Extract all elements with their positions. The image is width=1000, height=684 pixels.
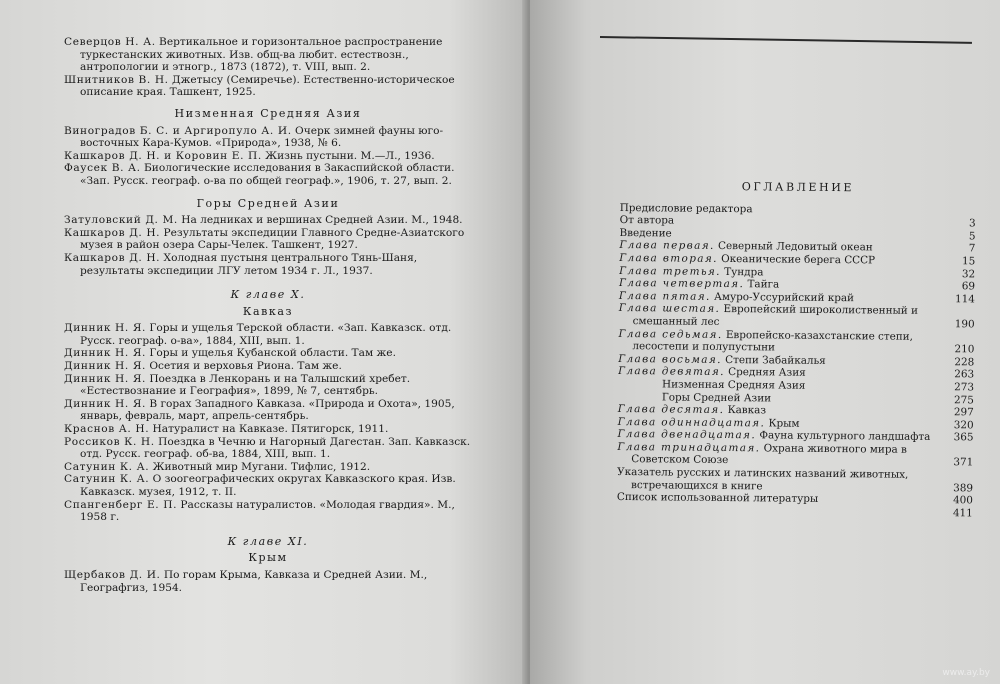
toc-entry-text: Средняя Азия <box>724 366 806 380</box>
entry-text: Рассказы натуралистов. «Молодая гвардия». М., 1958 г. <box>80 498 455 524</box>
bibliography-entry <box>64 436 472 461</box>
bibliography-entry <box>64 473 472 498</box>
toc-title: ОГЛАВЛЕНИЕ <box>741 180 855 195</box>
toc-row <box>617 441 973 470</box>
toc-entry-text: От автора <box>619 214 675 227</box>
toc-page-number: 365 <box>953 431 974 444</box>
toc-page-number: 273 <box>954 381 975 394</box>
bibliography-entry <box>64 569 472 594</box>
bibliography-entry <box>64 423 472 436</box>
entry-text: На ледниках и вершинах Средней Азии. М., 1948. <box>177 214 463 227</box>
toc-entry-text: Европейско-казахстанские степи, лесостепи и полупустыни <box>632 328 914 354</box>
toc-entry-text: Амуро-Уссурийский край <box>710 290 855 305</box>
entry-author: Динник Н. Я. <box>64 360 146 373</box>
toc-chapter-label: Глава девятая. <box>618 365 725 379</box>
bibliography-entry <box>64 162 472 187</box>
toc-entry-text: Список использованной литературы <box>616 491 819 506</box>
toc-page-number: 15 <box>961 255 976 268</box>
entry-text: Жизнь пустыни. М.—Л., 1936. <box>261 149 435 162</box>
bibliography-entry <box>64 322 472 347</box>
entry-author: Кашкаров Д. Н. и Коровин Е. П. <box>64 149 262 162</box>
entry-author: Динник Н. Я. <box>64 322 146 335</box>
toc-row <box>618 328 974 357</box>
section-heading: Низменная Средняя Азия <box>174 106 362 120</box>
toc-list <box>617 202 976 520</box>
toc-entry-text: Тундра <box>720 265 764 278</box>
section-heading: Кавказ <box>242 304 294 318</box>
bibliography-entry <box>64 252 472 277</box>
toc-entry-text: Тайга <box>744 278 780 291</box>
toc-page-number: 371 <box>953 456 974 469</box>
entry-text: Вертикальное и горизонтальное распространение туркестанских животных. Изв. общ-ва любит. естествозн., антропологии и этногр., 1873 (1872), т. VIII, вып. 2. <box>80 36 443 74</box>
toc-entry-text: Предисловие редактора <box>619 201 753 215</box>
chapter-heading: К главе X. <box>230 288 306 302</box>
toc-chapter-label: Глава вторая. <box>619 251 718 265</box>
toc-chapter-label: Глава десятая. <box>617 403 725 417</box>
toc-entry-text: Низменная Средняя Азия <box>661 378 806 392</box>
bibliography-block <box>64 125 472 188</box>
toc-entry-text: Фауна культурного ландшафта <box>756 429 931 444</box>
toc-chapter-label: Глава восьмая. <box>618 352 722 366</box>
toc-page-number: 3 <box>968 217 976 230</box>
bibliography-entry <box>64 398 472 423</box>
bibliography-entry <box>64 36 472 74</box>
bibliography-entry <box>64 150 472 163</box>
entry-text: Горы и ущелья Терской области. «Зап. Кавказск. отд. Русск. географ. о-ва», 1884, XIII, вып. 1. <box>80 322 452 347</box>
entry-text: Холодная пустыня центрального Тянь-Шаня, результаты экспедиции ЛГУ летом 1934 г. Л., 1937. <box>80 251 418 277</box>
toc-page-number: 5 <box>968 230 976 243</box>
entry-author: Сатунин К. А. <box>64 460 150 473</box>
entry-author: Спангенберг Е. П. <box>64 498 178 511</box>
entry-author: Динник Н. Я. <box>64 397 146 410</box>
toc-entry-title <box>618 328 944 356</box>
entry-author: Щербаков Д. И. <box>64 568 161 581</box>
toc-entry-text: Степи Забайкалья <box>721 353 826 367</box>
section-heading: Горы Средней Азии <box>196 196 340 210</box>
toc-page-number: 263 <box>954 368 975 381</box>
toc-chapter-label: Глава седьмая. <box>618 327 723 341</box>
entry-text: Поездка в Чечню и Нагорный Дагестан. Зап. Кавказск. отд. Русск. географ. об-ва, 1884, XIII, вып. 1. <box>80 435 471 461</box>
entry-author: Шнитников В. Н. <box>64 73 169 86</box>
toc-page-number: 320 <box>953 418 974 432</box>
bibliography-block <box>64 322 472 524</box>
bibliography-entry <box>64 461 472 474</box>
toc-chapter-label: Глава двенадцатая. <box>617 428 757 442</box>
entry-text: Джетысу (Семиречье). Естественно-историческое описание края. Ташкент, 1925. <box>80 73 455 99</box>
entry-text: Осетия и верховья Риона. Там же. <box>145 360 342 373</box>
toc-page-number: 400 <box>953 494 973 507</box>
entry-author: Сатунин К. А. <box>64 473 150 486</box>
toc-row <box>617 466 973 495</box>
watermark: www.ay.by <box>942 668 990 678</box>
table-of-contents <box>617 180 976 520</box>
toc-row <box>619 302 975 331</box>
entry-author: Виноградов Б. С. и Аргиропуло А. И. <box>64 124 292 137</box>
entry-author: Кашкаров Д. Н. <box>64 251 161 264</box>
toc-chapter-label: Глава пятая. <box>618 289 711 303</box>
toc-entry-text: Указатель русских и латинских названий животных, встречающихся в книге <box>617 466 909 493</box>
toc-chapter-label: Глава первая. <box>619 239 715 253</box>
toc-page-number: 297 <box>953 406 974 419</box>
entry-author: Фаусек В. А. <box>64 162 141 175</box>
bibliography-column <box>64 36 472 594</box>
entry-text: Поездка в Ленкорань и на Талышский хребет. «Естествознание и География», 1899, № 7, сентябрь. <box>80 372 411 398</box>
entry-author: Краснов А. Н. <box>64 423 150 436</box>
entry-author: Северцов Н. А. <box>64 36 156 48</box>
entry-text: Очерк зимней фауны юго-восточных Кара-Кумов. «Природа», 1938, № 6. <box>80 124 444 150</box>
toc-page-number: 389 <box>953 481 974 495</box>
toc-chapter-label: Глава четвертая. <box>618 277 745 291</box>
entry-text: Животный мир Мугани. Тифлис, 1912. <box>149 460 371 473</box>
toc-page-number: 69 <box>961 280 976 293</box>
bibliography-entry <box>64 499 472 524</box>
bibliography-block <box>64 214 472 277</box>
entry-text: О зоогеографических округах Кавказского края. Изв. Кавказск. музея, 1912, т. II. <box>80 473 456 498</box>
bibliography-entry <box>64 347 472 360</box>
entry-text: Натуралист на Кавказе. Пятигорск, 1911. <box>149 423 389 436</box>
toc-entry-title <box>619 302 945 330</box>
toc-chapter-label: Глава шестая. <box>618 302 721 316</box>
toc-entry-text: Горы Средней Азии <box>661 390 772 404</box>
toc-entry-text: Охрана животного мира в Советском Союзе <box>631 442 907 467</box>
toc-entry-text: Океанические берега СССР <box>717 252 876 267</box>
toc-entry-text: Кавказ <box>724 404 767 417</box>
bibliography-entry <box>64 214 472 227</box>
toc-entry-text: Северный Ледовитый океан <box>714 240 873 254</box>
entry-author: Россиков К. Н. <box>64 435 155 448</box>
toc-chapter-label: Глава тринадцатая. <box>617 440 761 455</box>
toc-page-number: 228 <box>954 355 975 369</box>
entry-author: Динник Н. Я. <box>64 372 146 385</box>
toc-page-number: 190 <box>954 318 975 331</box>
entry-text: Горы и ущелья Кубанской области. Там же. <box>145 347 396 360</box>
entry-text: По горам Крыма, Кавказа и Средней Азии. М., Географгиз, 1954. <box>80 568 428 594</box>
bibliography-entry <box>64 227 472 252</box>
bibliography-entry <box>64 74 472 99</box>
entry-author: Динник Н. Я. <box>64 347 146 360</box>
toc-page-number: 7 <box>968 242 976 255</box>
bibliography-entry <box>64 360 472 373</box>
section-heading: Крым <box>248 551 288 565</box>
bibliography-block <box>64 569 472 594</box>
toc-page-number: 275 <box>954 393 974 406</box>
toc-chapter-label: Глава третья. <box>619 264 721 278</box>
toc-chapter-label: Глава одиннадцатая. <box>617 415 766 430</box>
toc-page-number: 32 <box>961 267 976 280</box>
bibliography-block <box>64 36 472 99</box>
toc-page-number: 114 <box>954 292 975 306</box>
toc-entry-title <box>617 466 943 494</box>
toc-page-number: 411 <box>952 507 973 520</box>
bibliography-entry <box>64 373 472 398</box>
entry-text: Биологические исследования в Закаспийской области. «Зап. Русск. географ. о-ва по общей географ.», 1906, т. 27, вып. 2. <box>80 162 455 187</box>
toc-entry-text: Крым <box>765 417 800 430</box>
entry-author: Кашкаров Д. Н. <box>64 226 161 239</box>
toc-entry-text: Европейский широколиственный и смешанный лес <box>632 303 919 328</box>
bibliography-entry <box>64 125 472 150</box>
toc-entry-text: Введение <box>619 226 672 240</box>
toc-page-number: 210 <box>954 343 975 356</box>
entry-text: В горах Западного Кавказа. «Природа и Охота», 1905, январь, февраль, март, апрель-сентябрь. <box>80 397 455 423</box>
entry-text: Результаты экспедиции Главного Средне-Азиатского музея в район озера Сары-Челек. Ташкент, 1927. <box>80 226 465 252</box>
entry-author: Затуловский Д. М. <box>64 214 178 227</box>
toc-entry-title <box>617 441 943 469</box>
chapter-heading: К главе XI. <box>227 534 309 548</box>
